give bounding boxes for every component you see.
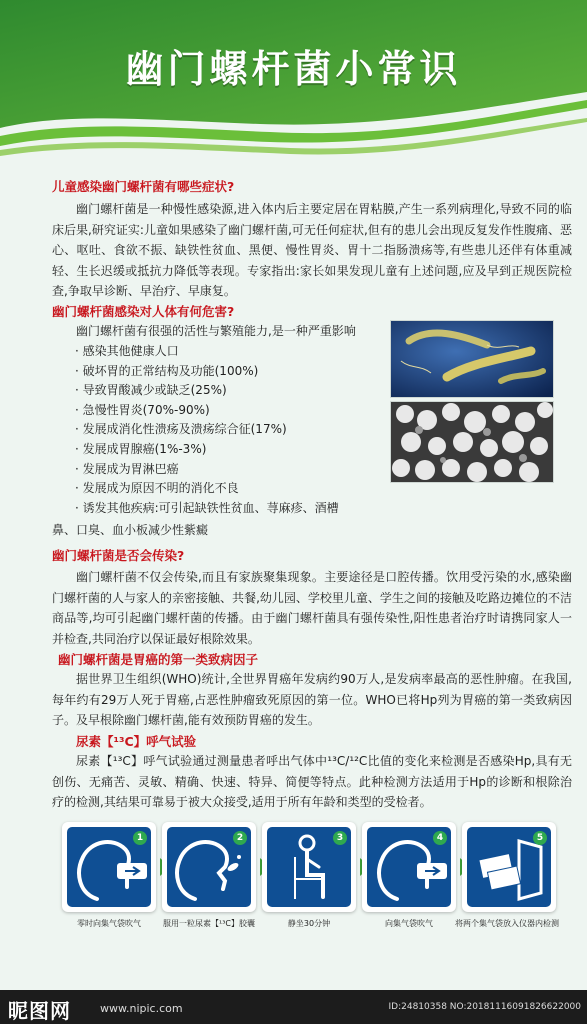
harm-list	[75, 342, 339, 518]
bacteria-illustration	[391, 321, 553, 397]
section-paragraph-breath-test	[52, 751, 572, 813]
breath-test-text: 尿素【¹³C】呼气试验通过测量患者呼出气体中¹³C/¹²C比值的变化来检测是否感染Hp,具有无创伤、无痛苦、灵敏、精确、快速、特异、简便等特点。此种检测方法适用于Hp的诊断和根除治疗的检测,其结果可靠易于被大众接受,适用于所有年龄和类型的受检者。	[52, 754, 572, 809]
list-item: · 诱发其他疾病:可引起缺铁性贫血、荨麻疹、酒槽	[75, 500, 339, 515]
step-card-1	[62, 822, 156, 912]
section-heading-contagion: 幽门螺杆菌是否会传染?	[52, 548, 185, 563]
step-number: 4	[433, 831, 447, 845]
list-item: · 发展成为原因不明的消化不良	[75, 481, 239, 496]
page-title: 幽门螺杆菌小常识	[125, 47, 462, 91]
step-caption-2: 服用一粒尿素【¹³C】胶囊	[163, 919, 255, 928]
step-number: 2	[233, 831, 247, 845]
contagion-text: 幽门螺杆菌不仅会传染,而且有家族聚集现象。主要途径是口腔传播。饮用受污染的水,感染幽门螺杆菌的人与家人的亲密接触、共餐,幼儿园、学校里儿童、学生之间的接触及吃路边摊位的不洁商品等,均可引起幽门螺杆菌的传播。由于幽门螺杆菌具有强传染性,阳性患者治疗时请携同家人一并检查,共同治疗以保证最好根除效果。	[52, 570, 572, 646]
list-item: · 急慢性胃炎(70%-90%)	[75, 402, 210, 417]
micrograph-illustration	[391, 402, 553, 482]
harm-tail: 鼻、口臭、血小板减少性紫癜	[52, 523, 209, 537]
gastric-cancer-text: 据世界卫生组织(WHO)统计,全世界胃癌年发病约90万人,是发病率最高的恶性肿瘤。在我国,每年约有29万人死于胃癌,占恶性肿瘤致死原因的第一位。WHO已将Hp列为胃癌的第一类致病因子。及早根除幽门螺杆菌,能有效预防胃癌的发生。	[52, 672, 572, 727]
bacteria-photo	[390, 320, 554, 398]
section-heading-harm: 幽门螺杆菌感染对人体有何危害?	[52, 304, 235, 319]
watermark-id: ID:24810358 NO:20181116091826622000	[388, 1002, 581, 1012]
list-item: · 感染其他健康人口	[75, 344, 179, 358]
step-number: 3	[333, 831, 347, 845]
step-card-5	[462, 822, 556, 912]
section-paragraph-symptoms	[52, 199, 572, 302]
step-number: 5	[533, 831, 547, 845]
section-paragraph-gastric-cancer	[52, 669, 572, 731]
breath-test-steps	[0, 822, 587, 932]
microscope-photo	[390, 401, 554, 483]
step-caption-1: 零时向集气袋吹气	[77, 919, 141, 928]
step-card-4	[362, 822, 456, 912]
step-caption-5: 将两个集气袋放入仪器内检测	[455, 919, 559, 928]
list-item: · 发展成消化性溃疡及溃疡综合征(17%)	[75, 422, 287, 437]
list-item: · 发展成为胃淋巴癌	[75, 461, 179, 476]
step-caption-4: 向集气袋吹气	[385, 919, 433, 928]
list-item: · 导致胃酸减少或缺乏(25%)	[75, 383, 227, 398]
step-caption-3: 静坐30分钟	[287, 919, 331, 928]
step-card-3	[262, 822, 356, 912]
section-paragraph-contagion	[52, 567, 572, 649]
harm-intro: 幽门螺杆菌有很强的活性与繁殖能力,是一种严重影响	[76, 324, 356, 338]
watermark-url[interactable]: www.nipic.com	[100, 1002, 183, 1015]
watermark-logo: 昵图网	[8, 999, 71, 1023]
watermark-bar	[0, 990, 587, 1024]
section-heading-gastric-cancer: 幽门螺杆菌是胃癌的第一类致病因子	[58, 652, 259, 667]
list-item: · 破坏胃的正常结构及功能(100%)	[75, 363, 259, 378]
symptoms-text: 幽门螺杆菌是一种慢性感染源,进入体内后主要定居在胃粘膜,产生一系列病理化,导致不同的临床后果,研究证实:儿童如果感染了幽门螺杆菌,可无任何症状,但有的患儿会出现反复发作性腹痛、恶心、呕吐、食欲不振、缺铁性贫血、黑便、慢性胃炎、胃十二指肠溃疡等,有些患儿还伴有体重减轻、生长迟缓或抵抗力降低等表现。专家指出:家长如果发现儿童有上述问题,应及早到正规医院检查,争取早诊断、早治疗、早康复。	[52, 202, 572, 298]
section-heading-breath-test: 尿素【¹³C】呼气试验	[76, 734, 197, 749]
section-heading-symptoms: 儿童感染幽门螺杆菌有哪些症状?	[52, 179, 235, 194]
step-card-2	[162, 822, 256, 912]
list-item: · 发展成胃腺癌(1%-3%)	[75, 441, 207, 456]
step-number: 1	[133, 831, 147, 845]
header-banner	[0, 0, 587, 170]
